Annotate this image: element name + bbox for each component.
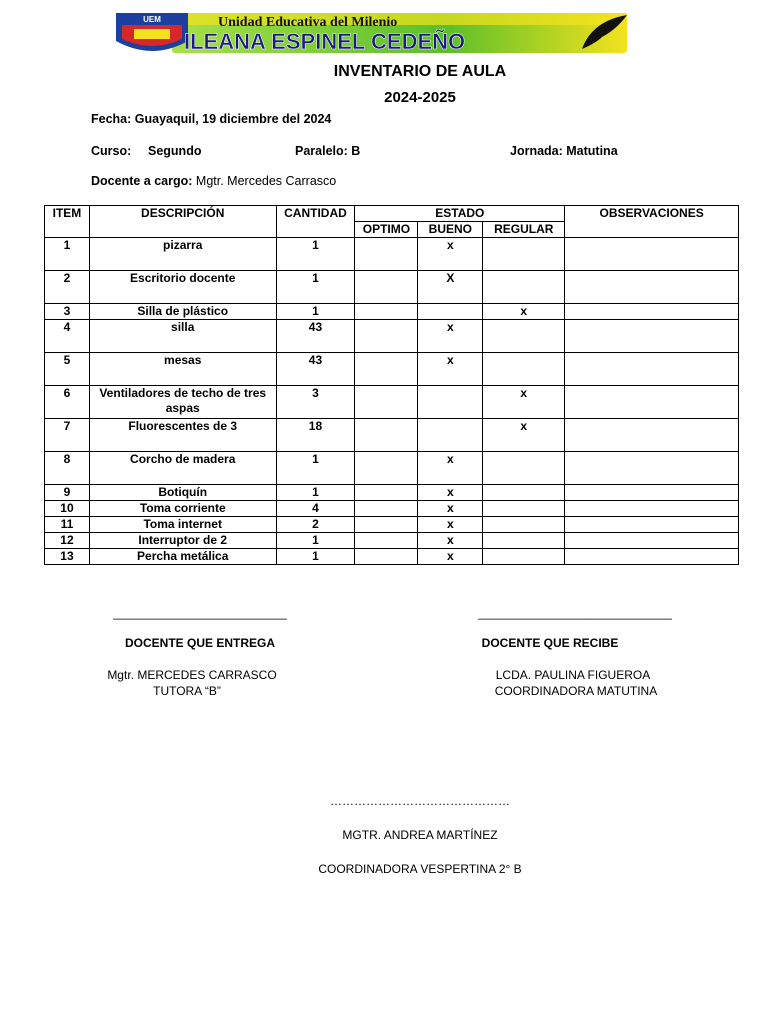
cell-description: Botiquín — [89, 485, 276, 501]
cell-description: Toma corriente — [89, 501, 276, 517]
cell-item: 12 — [45, 533, 90, 549]
header-regular: REGULAR — [483, 222, 565, 238]
cell-quantity: 43 — [276, 320, 355, 353]
cell-description: Interruptor de 2 — [89, 533, 276, 549]
cell-observations — [565, 238, 739, 271]
inventory-table — [44, 205, 739, 565]
cell-good: x — [418, 549, 483, 565]
cell-observations — [565, 517, 739, 533]
cell-description: Fluorescentes de 3 — [89, 419, 276, 452]
left-signature-title: TUTORA “B” — [153, 684, 221, 698]
table-row — [45, 304, 739, 320]
cell-quantity: 1 — [276, 485, 355, 501]
cell-description: silla — [89, 320, 276, 353]
cell-good: X — [418, 271, 483, 304]
cell-item: 13 — [45, 549, 90, 565]
cell-regular — [483, 452, 565, 485]
cell-observations — [565, 271, 739, 304]
table-row — [45, 353, 739, 386]
cell-description: Corcho de madera — [89, 452, 276, 485]
cell-regular — [483, 517, 565, 533]
cell-item: 8 — [45, 452, 90, 485]
cell-description: Percha metálica — [89, 549, 276, 565]
cell-regular — [483, 271, 565, 304]
cell-good: x — [418, 517, 483, 533]
header-optimal: OPTIMO — [355, 222, 418, 238]
header-item: ITEM — [45, 206, 90, 238]
school-name-line1: Unidad Educativa del Milenio — [218, 15, 398, 30]
table-row — [45, 238, 739, 271]
cell-optimal — [355, 320, 418, 353]
cell-good — [418, 304, 483, 320]
cell-regular — [483, 485, 565, 501]
cell-observations — [565, 386, 739, 419]
cell-regular — [483, 549, 565, 565]
table-row — [45, 386, 739, 419]
cell-optimal — [355, 353, 418, 386]
cell-quantity: 1 — [276, 238, 355, 271]
cell-regular: x — [483, 419, 565, 452]
cell-good — [418, 386, 483, 419]
table-row — [45, 452, 739, 485]
cell-quantity: 2 — [276, 517, 355, 533]
table-row — [45, 533, 739, 549]
cell-regular: x — [483, 304, 565, 320]
cell-observations — [565, 419, 739, 452]
cell-good: x — [418, 533, 483, 549]
cell-quantity: 18 — [276, 419, 355, 452]
cell-observations — [565, 485, 739, 501]
cell-quantity: 1 — [276, 271, 355, 304]
cell-item: 2 — [45, 271, 90, 304]
bottom-signature-line: ……………………………………… — [330, 794, 510, 808]
left-signature-role: DOCENTE QUE ENTREGA — [124, 636, 275, 650]
cell-quantity: 1 — [276, 304, 355, 320]
cell-optimal — [355, 271, 418, 304]
teacher-name: Mgtr. Mercedes Carrasco — [195, 174, 337, 188]
cell-regular — [483, 533, 565, 549]
cell-quantity: 1 — [276, 549, 355, 565]
header-good: BUENO — [418, 222, 483, 238]
left-signature-line: __________________________ — [113, 606, 287, 620]
date-line: Fecha: Guayaquil, 19 diciembre del 2024 — [91, 112, 332, 126]
table-row — [45, 485, 739, 501]
cell-optimal — [355, 485, 418, 501]
cell-quantity: 3 — [276, 386, 355, 419]
bottom-signature-name: MGTR. ANDREA MARTÍNEZ — [342, 828, 498, 842]
cell-item: 4 — [45, 320, 90, 353]
teacher-label: Docente a cargo: — [91, 174, 193, 188]
table-row — [45, 419, 739, 452]
teacher-line — [91, 174, 336, 188]
cell-item: 10 — [45, 501, 90, 517]
cell-observations — [565, 501, 739, 517]
cell-good: x — [418, 485, 483, 501]
school-banner — [112, 11, 630, 56]
left-signature-name: Mgtr. MERCEDES CARRASCO — [107, 668, 277, 682]
header-quantity: CANTIDAD — [276, 206, 355, 238]
parallel-label: Paralelo: B — [295, 144, 361, 158]
cell-optimal — [355, 238, 418, 271]
school-logo — [116, 13, 188, 51]
cell-regular: x — [483, 386, 565, 419]
cell-item: 11 — [45, 517, 90, 533]
course-label: Curso: — [91, 144, 132, 158]
cell-description: pizarra — [89, 238, 276, 271]
cell-item: 9 — [45, 485, 90, 501]
cell-regular — [483, 320, 565, 353]
cell-quantity: 43 — [276, 353, 355, 386]
cell-optimal — [355, 517, 418, 533]
header-observations: OBSERVACIONES — [565, 206, 739, 238]
cell-regular — [483, 238, 565, 271]
cell-good: x — [418, 452, 483, 485]
cell-regular — [483, 501, 565, 517]
header-description: DESCRIPCIÓN — [89, 206, 276, 238]
cell-optimal — [355, 501, 418, 517]
table-row — [45, 501, 739, 517]
school-year: 2024-2025 — [384, 89, 456, 106]
cell-good: x — [418, 501, 483, 517]
table-row — [45, 320, 739, 353]
cell-item: 6 — [45, 386, 90, 419]
cell-good: x — [418, 353, 483, 386]
cell-description: Ventiladores de techo de tres aspas — [89, 386, 276, 419]
right-signature-role: DOCENTE QUE RECIBE — [481, 636, 619, 650]
cell-observations — [565, 320, 739, 353]
cell-optimal — [355, 549, 418, 565]
cell-item: 5 — [45, 353, 90, 386]
cell-quantity: 4 — [276, 501, 355, 517]
cell-observations — [565, 549, 739, 565]
cell-quantity: 1 — [276, 452, 355, 485]
table-row — [45, 517, 739, 533]
school-name-line2: ILEANA ESPINEL CEDEÑO — [184, 29, 466, 54]
cell-observations — [565, 452, 739, 485]
cell-observations — [565, 304, 739, 320]
cell-description: Toma internet — [89, 517, 276, 533]
right-signature-title: COORDINADORA MATUTINA — [494, 684, 658, 698]
right-signature-line: _____________________________ — [478, 606, 672, 620]
logo-text: UEM — [143, 15, 161, 24]
bottom-signature-title: COORDINADORA VESPERTINA 2° B — [318, 862, 522, 876]
cell-optimal — [355, 304, 418, 320]
cell-optimal — [355, 452, 418, 485]
cell-item: 3 — [45, 304, 90, 320]
cell-good — [418, 419, 483, 452]
cell-optimal — [355, 419, 418, 452]
right-signature-name: LCDA. PAULINA FIGUEROA — [495, 668, 651, 682]
shift-label: Jornada: Matutina — [510, 144, 618, 158]
cell-description: Escritorio docente — [89, 271, 276, 304]
cell-good: x — [418, 238, 483, 271]
document-title: INVENTARIO DE AULA — [333, 63, 507, 80]
cell-observations — [565, 533, 739, 549]
course-value: Segundo — [148, 144, 202, 158]
cell-description: mesas — [89, 353, 276, 386]
cell-good: x — [418, 320, 483, 353]
cell-quantity: 1 — [276, 533, 355, 549]
header-state: ESTADO — [355, 206, 565, 222]
cell-optimal — [355, 386, 418, 419]
cell-item: 7 — [45, 419, 90, 452]
cell-item: 1 — [45, 238, 90, 271]
cell-optimal — [355, 533, 418, 549]
cell-observations — [565, 353, 739, 386]
cell-regular — [483, 353, 565, 386]
table-row — [45, 271, 739, 304]
table-row — [45, 549, 739, 565]
cell-description: Silla de plástico — [89, 304, 276, 320]
